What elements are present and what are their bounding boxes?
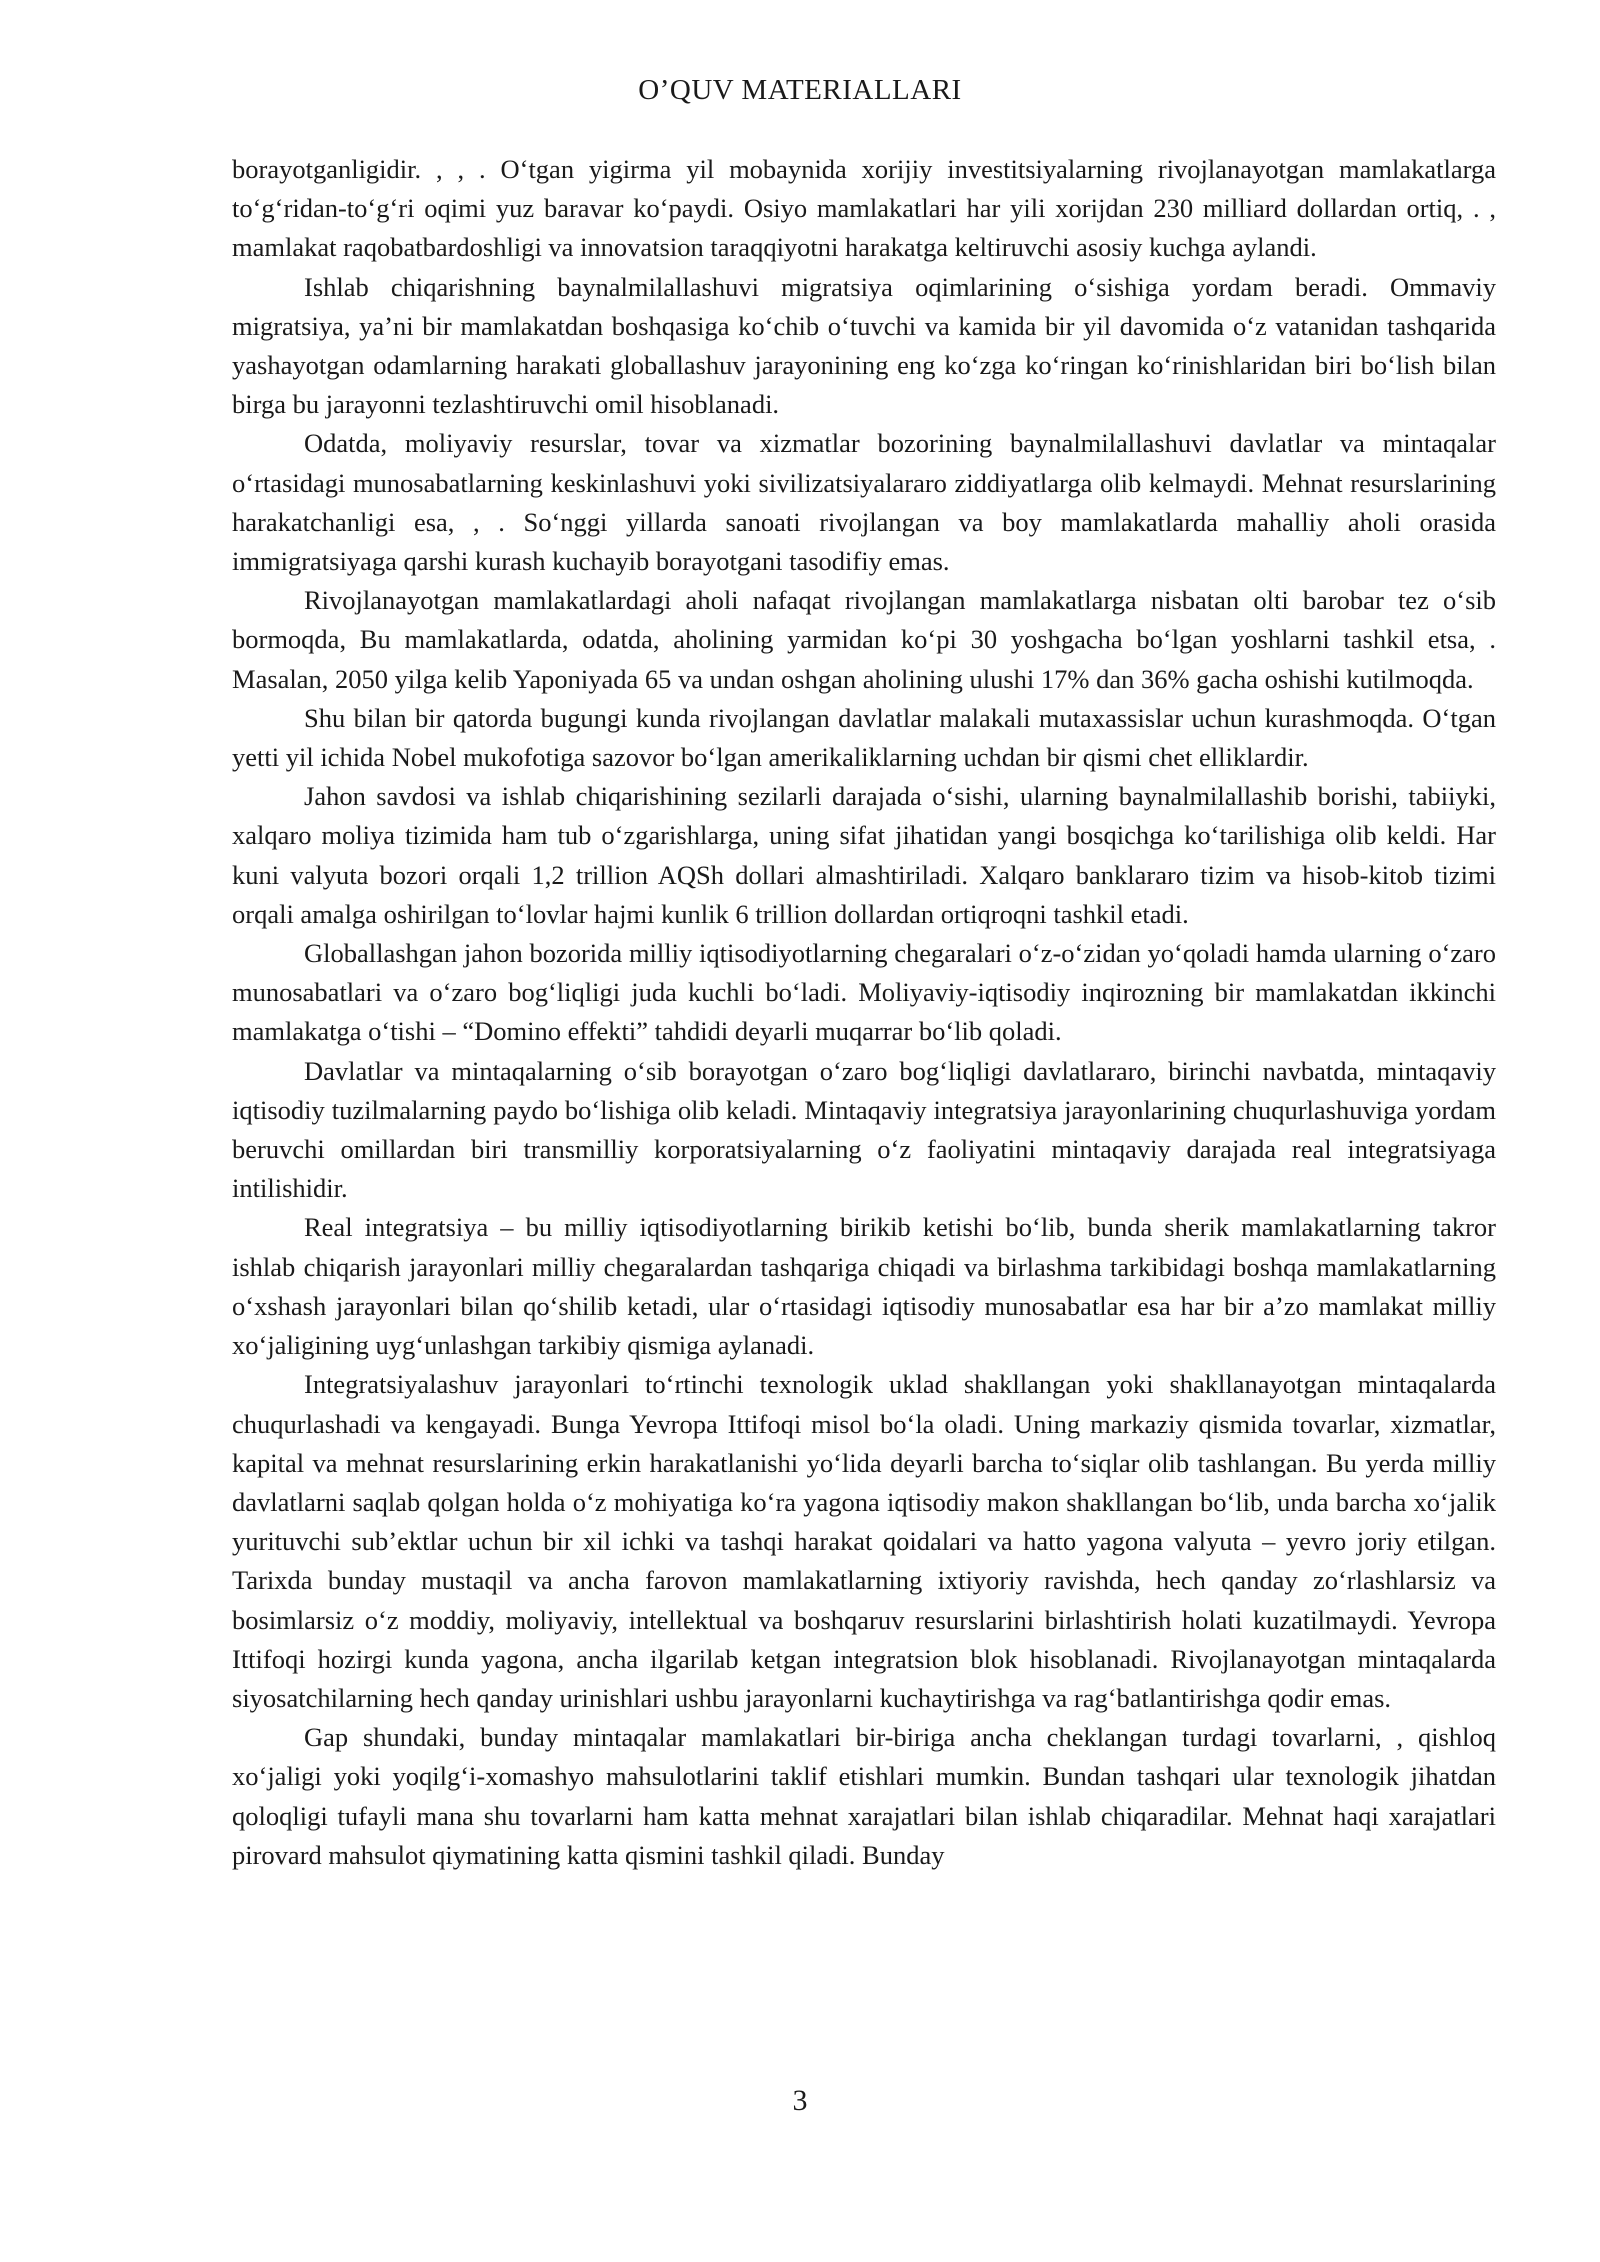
paragraph: Jahon savdosi va ishlab chiqarishining sezilarli darajada o‘sishi, ularning baynalmilallashib borishi, tabiiyki, xalqaro moliya tizimida ham tub o‘zgarishlarga, uning sifat jihatidan yangi bosqichga ko‘tarilishiga olib keldi. Har kuni valyuta bozori orqali 1,2 trillion AQSh dollari almashtiriladi. Xalqaro banklararo tizim va hisob-kitob tizimi orqali amalga oshirilgan to‘lovlar hajmi kunlik 6 trillion dollardan ortiqroqni tashkil etadi. [232, 781, 1496, 929]
paragraph: Ishlab chiqarishning baynalmilallashuvi migratsiya oqimlarining o‘sishiga yordam beradi. Ommaviy migratsiya, ya’ni bir mamlakatdan boshqasiga ko‘chib o‘tuvchi va kamida bir yil davomida o‘z vatanidan tashqarida yashayotgan odamlarning harakati globallashuv jarayonining eng ko‘zga ko‘ringan ko‘rinishlaridan biri bo‘lish bilan birga bu jarayonni tezlashtiruvchi omil hisoblanadi. [232, 271, 1496, 420]
document-body [232, 150, 1496, 1875]
paragraph: Real integratsiya – bu milliy iqtisodiyotlarning birikib ketishi bo‘lib, bunda sherik mamlakatlarning takror ishlab chiqarish jarayonlari milliy chegaralardan tashqariga chiqadi va birlashma tarkibidagi boshqa mamlakatlarning o‘xshash jarayonlari bilan qo‘shilib ketadi, ular o‘rtasidagi iqtisodiy munosabatlar esa har bir a’zo mamlakat milliy xo‘jaligining uyg‘unlashgan tarkibiy qismiga aylanadi. [232, 1212, 1496, 1361]
paragraph: Integratsiyalashuv jarayonlari to‘rtinchi texnologik uklad shakllangan yoki shakllanayotgan mintaqalarda chuqurlashadi va kengayadi. Bunga Yevropa Ittifoqi misol bo‘la oladi. Uning markaziy qismida tovarlar, xizmatlar, kapital va mehnat resurslarining erkin harakatlanishi yo‘lida deyarli barcha to‘siqlar olib tashlangan. Bu yerda milliy davlatlarni saqlab qolgan holda o‘z mohiyatiga ko‘ra yagona iqtisodiy makon shakllangan bo‘lib, unda barcha xo‘jalik yurituvchi sub’ektlar uchun bir xil ichki va tashqi harakat qoidalari va hatto yagona valyuta – yevro joriy etilgan. Tarixda bunday mustaqil va ancha farovon mamlakatlarning ixtiyoriy ravishda, hech qanday zo‘rlashlarsiz va bosimlarsiz o‘z moddiy, moliyaviy, intellektual va boshqaruv resurslarini birlashtirish holati kuzatilmaydi. Yevropa Ittifoqi hozirgi kunda yagona, ancha ilgarilab ketgan integratsion blok hisoblanadi. Rivojlanayotgan mintaqalarda siyosatchilarning hech qanday urinishlari ushbu jarayonlarni kuchaytirishga va rag‘batlantirishga qodir emas. [232, 1369, 1496, 1713]
page-header: O’QUV MATERIALLARI [638, 74, 962, 106]
paragraph: Rivojlanayotgan mamlakatlardagi aholi nafaqat rivojlangan mamlakatlarga nisbatan olti barobar tez o‘sib bormoqda, Bu mamlakatlarda, odatda, aholining yarmidan ko‘pi 30 yoshgacha bo‘lgan yoshlarni tashkil etsa, . Masalan, 2050 yilga kelib Yaponiyada 65 va undan oshgan aholining ulushi 17% dan 36% gacha oshishi kutilmoqda. [232, 585, 1496, 694]
paragraph: Odatda, moliyaviy resurslar, tovar va xizmatlar bozorining baynalmilallashuvi davlatlar va mintaqalar o‘rtasidagi munosabatlarning keskinlashuvi yoki sivilizatsiyalararo ziddiyatlarga olib kelmaydi. Mehnat resurslarining harakatchanligi esa, , . So‘nggi yillarda sanoati rivojlangan va boy mamlakatlarda mahalliy aholi orasida immigratsiyaga qarshi kurash kuchayib borayotgani tasodifiy emas. [232, 428, 1496, 577]
paragraph: Gap shundaki, bunday mintaqalar mamlakatlari bir-biriga ancha cheklangan turdagi tovarlarni, , qishloq xo‘jaligi yoki yoqilg‘i-xomashyo mahsulotlarini taklif etishlari mumkin. Bundan tashqari ular texnologik jihatdan qoloqligi tufayli mana shu tovarlarni ham katta mehnat xarajatlari bilan ishlab chiqaradilar. Mehnat haqi xarajatlari pirovard mahsulot qiymatining katta qismini tashkil qiladi. Bunday [232, 1722, 1496, 1870]
paragraph: Globallashgan jahon bozorida milliy iqtisodiyotlarning chegaralari o‘z-o‘zidan yo‘qoladi hamda ularning o‘zaro munosabatlari va o‘zaro bog‘liqligi juda kuchli bo‘ladi. Moliyaviy-iqtisodiy inqirozning bir mamlakatdan ikkinchi mamlakatga o‘tishi – “Domino effekti” tahdidi deyarli muqarrar bo‘lib qoladi. [232, 938, 1496, 1047]
paragraph: Shu bilan bir qatorda bugungi kunda rivojlangan davlatlar malakali mutaxassislar uchun kurashmoqda. O‘tgan yetti yil ichida Nobel mukofotiga sazovor bo‘lgan amerikaliklarning uchdan bir qismi chet elliklardir. [232, 702, 1496, 773]
page-number: 3 [792, 2084, 808, 2117]
paragraph: borayotganligidir. , , . O‘tgan yigirma yil mobaynida xorijiy investitsiyalarning rivojlanayotgan mamlakatlarga to‘g‘ridan-to‘g‘ri oqimi yuz baravar ko‘paydi. Osiyo mamlakatlari har yili xorijdan 230 milliard dollardan ortiq, . , mamlakat raqobatbardoshligi va innovatsion taraqqiyotni harakatga keltiruvchi asosiy kuchga aylandi. [232, 154, 1496, 263]
paragraph: Davlatlar va mintaqalarning o‘sib borayotgan o‘zaro bog‘liqligi davlatlararo, birinchi navbatda, mintaqaviy iqtisodiy tuzilmalarning paydo bo‘lishiga olib keladi. Mintaqaviy integratsiya jarayonlarining chuqurlashuviga yordam beruvchi omillardan biri transmilliy korporatsiyalarning o‘z faoliyatini mintaqaviy darajada real integratsiyaga intilishidir. [232, 1055, 1496, 1204]
